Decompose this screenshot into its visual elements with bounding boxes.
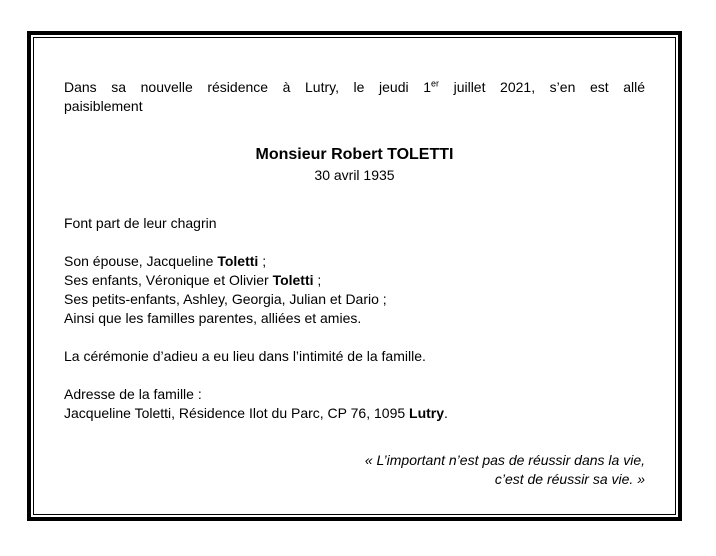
family-line-text: Son épouse, Jacqueline [64,253,218,269]
family-line-text: Ses petits-enfants, Ashley, Georgia, Julian et Dario ; [64,291,387,307]
address-block [64,385,645,423]
announcement-content [34,38,675,489]
quote-block [64,451,645,489]
family-name-bold: Toletti [217,253,259,269]
family-line-text: Ainsi que les familles parentes, alliées et amies. [64,310,362,326]
announcement-frame-inner [33,37,676,515]
quote-line-1: « L’important n’est pas de réussir dans la vie, [364,452,645,468]
intro-line-2: paisiblement [64,98,143,114]
family-line-children [64,271,645,290]
family-line-spouse [64,252,645,271]
family-line-text: Ses enfants, Véronique et Olivier [64,272,273,288]
family-name-bold: Toletti [272,272,314,288]
address-line [64,404,645,423]
address-city-bold: Lutry [409,405,445,421]
family-list [64,252,645,328]
address-line-punct: . [444,405,448,421]
birth-date: 30 avril 1935 [314,167,395,183]
family-line-punct: ; [258,253,267,269]
deceased-name: Monsieur Robert TOLETTI [255,146,454,163]
family-line-punct: ; [313,272,322,288]
ceremony-line: La cérémonie d’adieu a eu lieu dans l’intimité de la famille. [64,348,426,364]
quote-line-2: c’est de réussir sa vie. » [494,471,645,487]
intro-line-1 [64,78,645,97]
announcement-frame [27,31,682,521]
family-line-relatives [64,309,645,328]
grief-line: Font part de leur chagrin [64,215,217,231]
intro-line1-rest: juillet 2021, s’en est allé [439,79,645,95]
family-line-grandchildren [64,290,645,309]
intro-line1-text: Dans sa nouvelle résidence à Lutry, le jeudi 1 [64,79,431,95]
address-label: Adresse de la famille : [64,386,202,402]
ordinal-superscript: er [430,78,439,89]
address-line-text: Jacqueline Toletti, Résidence Ilot du Parc, CP 76, 1095 [64,405,410,421]
